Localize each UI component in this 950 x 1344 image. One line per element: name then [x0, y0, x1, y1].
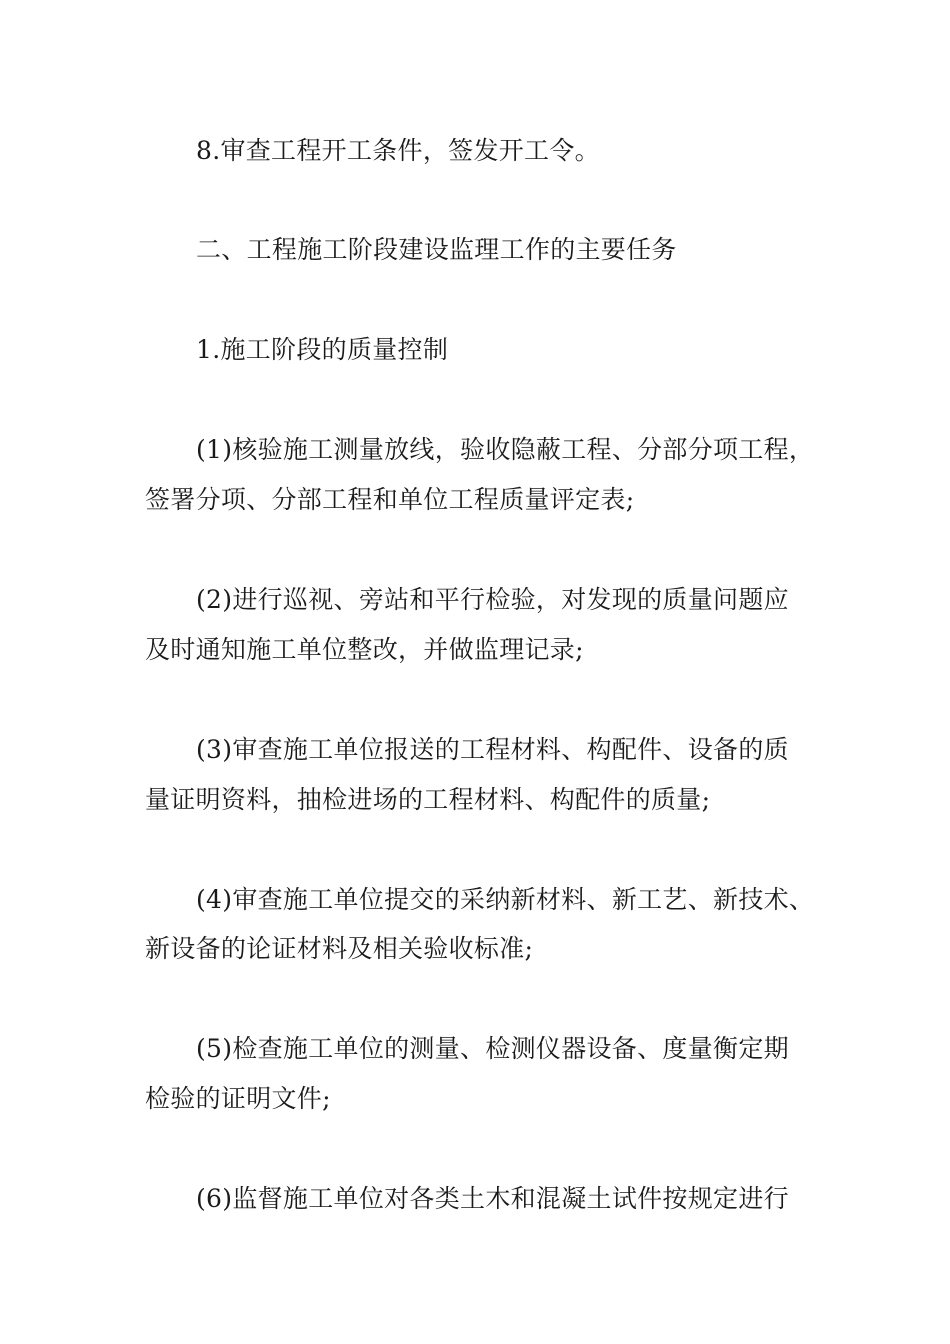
item-4-line-2: 新设备的论证材料及相关验收标准;: [145, 934, 534, 963]
subsection-1-heading: 1.施工阶段的质量控制: [196, 335, 449, 364]
item-3-line-2: 量证明资料，抽检进场的工程材料、构配件的质量;: [145, 785, 711, 814]
item-2-line-1: (2)进行巡视、旁站和平行检验，对发现的质量问题应: [196, 585, 789, 614]
item-2-line-2: 及时通知施工单位整改，并做监理记录;: [145, 635, 584, 664]
item-6-line-1: (6)监督施工单位对各类土木和混凝土试件按规定进行: [196, 1184, 789, 1213]
item-4-line-1: (4)审查施工单位提交的采纳新材料、新工艺、新技术、: [196, 885, 815, 914]
item-1-line-2: 签署分项、分部工程和单位工程质量评定表;: [145, 485, 635, 514]
item-5-line-1: (5)检查施工单位的测量、检测仪器设备、度量衡定期: [196, 1034, 789, 1063]
item-3-line-1: (3)审查施工单位报送的工程材料、构配件、设备的质: [196, 735, 789, 764]
item-5-line-2: 检验的证明文件;: [145, 1084, 331, 1113]
item-1-line-1: (1)核验施工测量放线，验收隐蔽工程、分部分项工程，: [196, 435, 815, 464]
item-8-line: 8.审查工程开工条件，签发开工令。: [196, 136, 600, 165]
section-2-heading: 二、工程施工阶段建设监理工作的主要任务: [196, 235, 677, 264]
